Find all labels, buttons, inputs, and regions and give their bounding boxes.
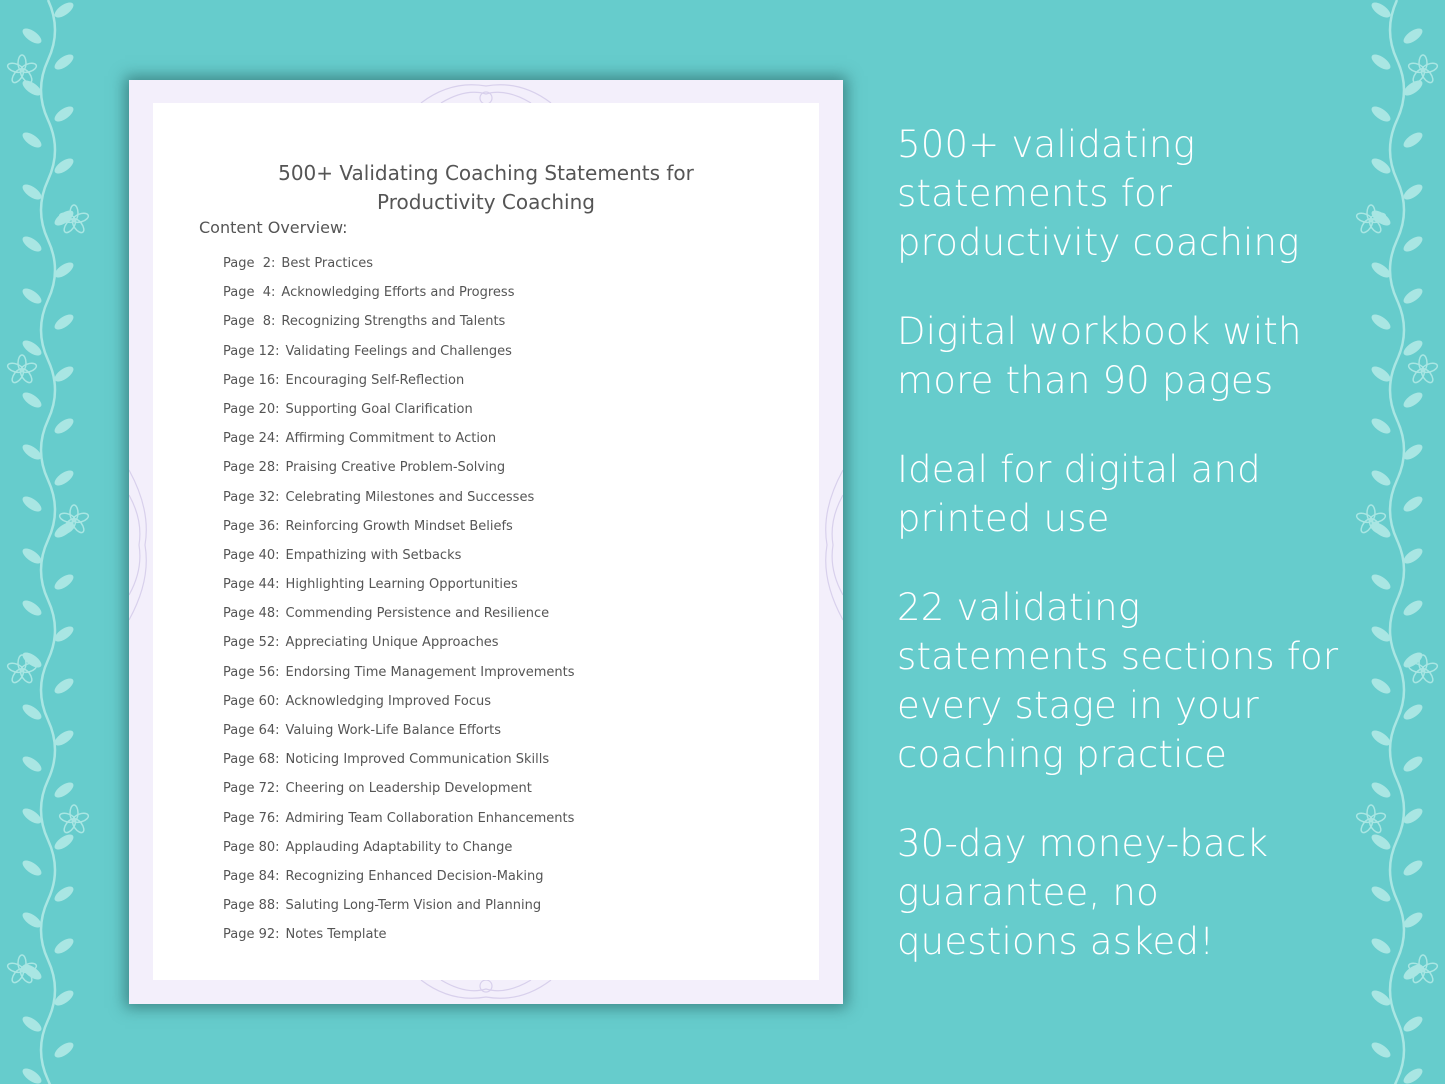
toc-separator: : xyxy=(275,460,280,476)
toc-section-title: Noticing Improved Communication Skills xyxy=(285,752,550,768)
toc-page-number: Page 40 xyxy=(223,547,276,563)
toc-separator: : xyxy=(275,752,280,768)
toc-page-number: Page 84 xyxy=(223,868,276,884)
feature-text-line: more than 90 pages xyxy=(897,359,1274,402)
toc-separator: : xyxy=(275,606,280,622)
toc-separator: : xyxy=(275,431,280,447)
toc-item xyxy=(223,663,575,692)
toc-section-title: Supporting Goal Clarification xyxy=(285,401,473,417)
toc-page-number: Page 24 xyxy=(223,431,276,447)
document-title-line: Productivity Coaching xyxy=(377,190,595,214)
toc-section-title: Admiring Team Collaboration Enhancements xyxy=(285,810,575,826)
content-overview-heading: Content Overview: xyxy=(199,218,348,237)
toc-item xyxy=(223,312,575,341)
toc-item xyxy=(223,458,575,487)
toc-separator: : xyxy=(275,343,280,359)
toc-separator: : xyxy=(275,898,280,914)
feature-text-line: every stage in your xyxy=(897,684,1259,727)
toc-item xyxy=(223,925,575,954)
toc-separator: : xyxy=(275,664,280,680)
toc-section-title: Acknowledging Improved Focus xyxy=(285,693,492,709)
toc-separator: : xyxy=(275,518,280,534)
toc-page-number: Page 32 xyxy=(223,489,276,505)
feature-list xyxy=(897,120,1417,1006)
toc-page-number: Page 52 xyxy=(223,635,276,651)
mandala-left-icon xyxy=(129,460,153,630)
toc-page-number: Page 92 xyxy=(223,927,276,943)
toc-page-number: Page 12 xyxy=(223,343,276,359)
toc-separator: : xyxy=(275,635,280,651)
toc-page-number: Page 80 xyxy=(223,839,276,855)
toc-item xyxy=(223,838,575,867)
feature-text-line: printed use xyxy=(897,497,1110,540)
toc-separator: : xyxy=(271,256,276,271)
toc-page-number: Page 48 xyxy=(223,606,276,622)
feature-text-line: 500+ validating xyxy=(897,123,1196,166)
toc-separator: : xyxy=(275,693,280,709)
toc-item xyxy=(223,371,575,400)
toc-item xyxy=(223,896,575,925)
toc-page-number: Page 60 xyxy=(223,693,276,709)
toc-page-number: Page 76 xyxy=(223,810,276,826)
table-of-contents xyxy=(223,254,575,955)
toc-item xyxy=(223,692,575,721)
toc-page-number: Page 20 xyxy=(223,401,276,417)
toc-section-title: Acknowledging Efforts and Progress xyxy=(281,285,515,301)
toc-section-title: Highlighting Learning Opportunities xyxy=(285,577,518,593)
toc-item xyxy=(223,254,575,283)
feature-text-line: statements sections for xyxy=(897,635,1339,678)
toc-item xyxy=(223,604,575,633)
toc-item xyxy=(223,283,575,312)
feature-text-line: guarantee, no xyxy=(897,871,1159,914)
toc-section-title: Notes Template xyxy=(285,927,387,943)
toc-page-number: Page 44 xyxy=(223,577,276,593)
toc-item xyxy=(223,633,575,662)
toc-item xyxy=(223,488,575,517)
toc-section-title: Saluting Long-Term Vision and Planning xyxy=(285,898,542,914)
toc-section-title: Endorsing Time Management Improvements xyxy=(285,664,575,680)
feature-text xyxy=(897,583,1417,779)
feature-text xyxy=(897,445,1417,543)
toc-page-number: Page 16 xyxy=(223,372,276,388)
toc-separator: : xyxy=(271,285,276,301)
toc-page-number: Page 88 xyxy=(223,898,276,914)
toc-separator: : xyxy=(275,547,280,563)
toc-page-number: Page 56 xyxy=(223,664,276,680)
toc-section-title: Recognizing Strengths and Talents xyxy=(281,314,506,330)
toc-section-title: Praising Creative Problem-Solving xyxy=(285,460,506,476)
toc-page-number: Page 68 xyxy=(223,752,276,768)
toc-separator: : xyxy=(275,723,280,738)
mandala-top-icon xyxy=(381,80,591,103)
toc-section-title: Empathizing with Setbacks xyxy=(285,547,462,563)
toc-item xyxy=(223,779,575,808)
toc-separator: : xyxy=(271,314,276,330)
toc-section-title: Validating Feelings and Challenges xyxy=(285,343,512,359)
toc-separator: : xyxy=(275,372,280,388)
feature-text-line: productivity coaching xyxy=(897,221,1300,264)
toc-separator: : xyxy=(275,927,280,943)
document-title xyxy=(153,159,819,217)
toc-item xyxy=(223,809,575,838)
feature-text-line: questions asked! xyxy=(897,920,1215,963)
toc-item xyxy=(223,867,575,896)
toc-section-title: Cheering on Leadership Development xyxy=(285,781,532,797)
toc-separator: : xyxy=(275,401,280,417)
toc-page-number: Page 64 xyxy=(223,723,276,738)
toc-separator: : xyxy=(275,489,280,505)
toc-page-number: Page 2 xyxy=(223,256,272,271)
toc-item xyxy=(223,750,575,779)
toc-section-title: Encouraging Self-Reflection xyxy=(285,372,465,388)
feature-text-line: statements for xyxy=(897,172,1173,215)
toc-page-number: Page 8 xyxy=(223,314,272,330)
toc-item xyxy=(223,517,575,546)
document-title-line: 500+ Validating Coaching Statements for xyxy=(278,161,694,185)
floral-vine-left-icon xyxy=(0,0,95,1084)
feature-text-line: 22 validating xyxy=(897,586,1141,629)
feature-text-line: Ideal for digital and xyxy=(897,448,1261,491)
toc-item xyxy=(223,721,575,750)
toc-page-number: Page 28 xyxy=(223,460,276,476)
toc-section-title: Reinforcing Growth Mindset Beliefs xyxy=(285,518,513,534)
toc-separator: : xyxy=(275,868,280,884)
toc-separator: : xyxy=(275,781,280,797)
document-content xyxy=(153,103,819,980)
feature-text xyxy=(897,120,1417,267)
toc-separator: : xyxy=(275,577,280,593)
toc-section-title: Valuing Work-Life Balance Efforts xyxy=(285,723,501,738)
mandala-right-icon xyxy=(819,460,843,630)
toc-section-title: Commending Persistence and Resilience xyxy=(285,606,550,622)
toc-item xyxy=(223,575,575,604)
feature-text-line: coaching practice xyxy=(897,733,1228,776)
toc-item xyxy=(223,546,575,575)
toc-section-title: Recognizing Enhanced Decision-Making xyxy=(285,868,544,884)
toc-section-title: Affirming Commitment to Action xyxy=(285,431,497,447)
feature-text xyxy=(897,819,1417,966)
toc-item xyxy=(223,429,575,458)
toc-section-title: Applauding Adaptability to Change xyxy=(285,839,513,855)
feature-text xyxy=(897,307,1417,405)
toc-section-title: Celebrating Milestones and Successes xyxy=(285,489,535,505)
toc-section-title: Appreciating Unique Approaches xyxy=(285,635,499,651)
toc-item xyxy=(223,342,575,371)
toc-page-number: Page 36 xyxy=(223,518,276,534)
toc-page-number: Page 72 xyxy=(223,781,276,797)
toc-separator: : xyxy=(275,810,280,826)
toc-page-number: Page 4 xyxy=(223,285,272,301)
toc-separator: : xyxy=(275,839,280,855)
mandala-bottom-icon xyxy=(381,980,591,1004)
toc-section-title: Best Practices xyxy=(281,256,374,271)
toc-item xyxy=(223,400,575,429)
feature-text-line: Digital workbook with xyxy=(897,310,1302,353)
workbook-page-preview xyxy=(129,80,843,1004)
feature-text-line: 30-day money-back xyxy=(897,822,1269,865)
